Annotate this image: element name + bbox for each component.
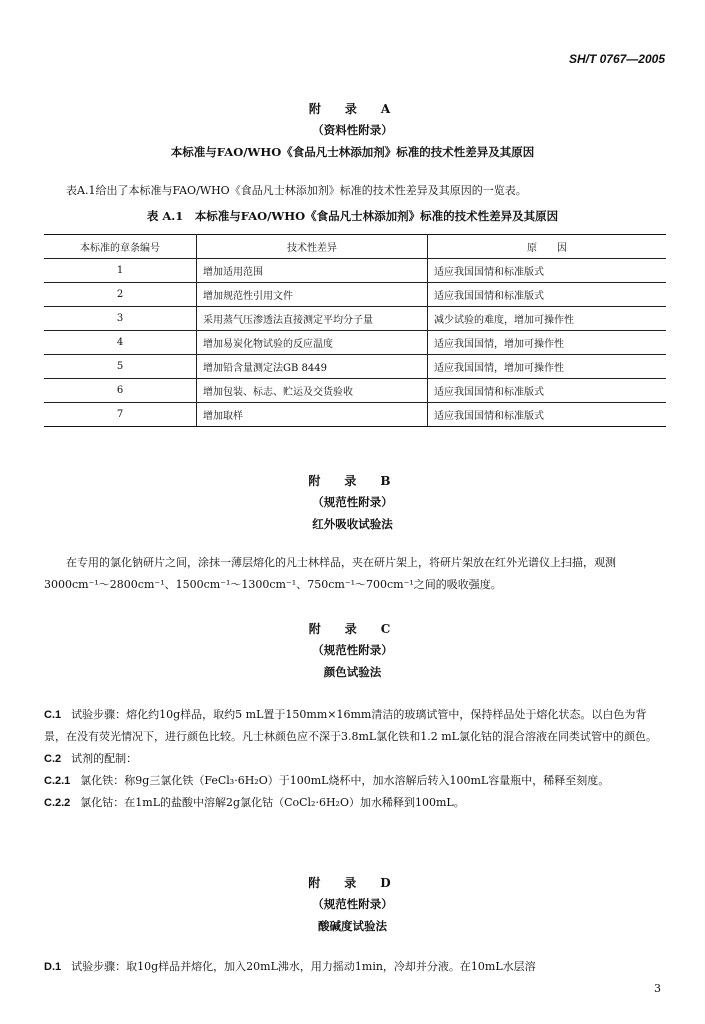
header-difference: 技术性差异 — [197, 235, 428, 259]
table-row — [44, 283, 666, 307]
header-reason: 原 因 — [428, 235, 667, 259]
table-row — [44, 307, 666, 331]
row-difference: 采用蒸气压渗透法直接测定平均分子量 — [197, 307, 428, 331]
clause-c2-2 — [44, 792, 666, 814]
table-row — [44, 355, 666, 379]
row-reason: 适应我国国情，增加可操作性 — [428, 355, 667, 379]
page-number: 3 — [654, 982, 661, 995]
appendix-c-title: 颜色试验法 — [323, 665, 382, 679]
row-clause-no: 5 — [44, 355, 197, 379]
row-clause-no: 7 — [44, 403, 197, 427]
appendix-d-body — [44, 956, 666, 978]
clause-text: 试验步骤：熔化约10g样品，取约5 mL置于150mm×16mm清洁的玻璃试管中，保持样品处于熔化状态。以白色为背景，在没有荧光情况下，进行颜色比较。凡士林颜色应不深于3.8mL氯化铁和1.2 mL氯化钴的混合溶液在同类试管中的颜色。 — [44, 708, 657, 743]
appendix-a-heading: 附 录 A — [308, 102, 397, 116]
clause-c2-1 — [44, 770, 666, 792]
row-difference: 增加易炭化物试验的反应温度 — [197, 331, 428, 355]
appendix-c-body — [44, 704, 666, 814]
row-difference: 增加取样 — [197, 403, 428, 427]
differences-table — [44, 234, 666, 427]
table-header-row — [44, 235, 666, 259]
clause-c1 — [44, 704, 666, 748]
standard-code: SH/T 0767—2005 — [568, 52, 665, 66]
clause-text: 氯化铁：称9g三氯化铁（FeCl₃·6H₂O）于100mL烧杯中，加水溶解后转入100mL容量瓶中，稀释至刻度。 — [80, 774, 610, 787]
row-reason: 适应我国国情和标准版式 — [428, 379, 667, 403]
clause-number: C.2.1 — [44, 775, 71, 787]
row-difference: 增加铅含量测定法GB 8449 — [197, 355, 428, 379]
table-row — [44, 379, 666, 403]
clause-number: D.1 — [44, 961, 62, 973]
clause-number: C.2 — [44, 753, 62, 765]
row-reason: 适应我国国情和标准版式 — [428, 259, 667, 283]
row-clause-no: 6 — [44, 379, 197, 403]
appendix-b-title: 红外吸收试验法 — [312, 517, 393, 531]
table-row — [44, 331, 666, 355]
appendix-a-kind: （资料性附录） — [312, 123, 393, 137]
row-reason: 适应我国国情，增加可操作性 — [428, 331, 667, 355]
row-reason: 适应我国国情和标准版式 — [428, 403, 667, 427]
row-difference: 增加包装、标志、贮运及交货验收 — [197, 379, 428, 403]
header-clause-no: 本标准的章条编号 — [44, 235, 197, 259]
appendix-b-kind: （规范性附录） — [312, 495, 393, 509]
appendix-d-heading: 附 录 D — [308, 876, 397, 890]
appendix-d-kind: （规范性附录） — [312, 897, 393, 911]
clause-number: C.1 — [44, 709, 62, 721]
table-caption: 表 A.1 本标准与FAO/WHO《食品凡士林添加剂》标准的技术性差异及其原因 — [146, 209, 559, 223]
row-clause-no: 2 — [44, 283, 197, 307]
row-difference: 增加适用范围 — [197, 259, 428, 283]
appendix-b-heading: 附 录 B — [308, 474, 397, 488]
appendix-a-title: 本标准与FAO/WHO《食品凡士林添加剂》标准的技术性差异及其原因 — [170, 145, 535, 159]
clause-d1 — [44, 956, 666, 978]
table-row — [44, 403, 666, 427]
row-clause-no: 4 — [44, 331, 197, 355]
appendix-d-title: 酸碱度试验法 — [318, 919, 387, 933]
appendix-a-intro: 表A.1给出了本标准与FAO/WHO《食品凡士林添加剂》标准的技术性差异及其原因的一览表。 — [66, 184, 527, 197]
appendix-b-text: 在专用的氯化钠研片之间，涂抹一薄层熔化的凡士林样品，夹在研片架上，将研片架放在红外光谱仪上扫描，观测3000cm⁻¹～2800cm⁻¹、1500cm⁻¹～1300cm⁻¹、750cm⁻¹～700cm⁻¹之间的吸收强度。 — [44, 556, 616, 591]
appendix-c-kind: （规范性附录） — [312, 643, 393, 657]
row-clause-no: 1 — [44, 259, 197, 283]
clause-text: 试验步骤：取10g样品并熔化，加入20mL沸水，用力摇动1min，冷却并分液。在10mL水层溶 — [71, 960, 536, 973]
appendix-c-heading: 附 录 C — [308, 622, 397, 636]
clause-number: C.2.2 — [44, 797, 71, 809]
clause-c2 — [44, 748, 666, 770]
row-reason: 适应我国国情和标准版式 — [428, 283, 667, 307]
clause-text: 试剂的配制： — [71, 752, 138, 765]
row-difference: 增加规范性引用文件 — [197, 283, 428, 307]
table-row — [44, 259, 666, 283]
clause-text: 氯化钴：在1mL的盐酸中溶解2g氯化钴（CoCl₂·6H₂O）加水稀释到100mL。 — [80, 796, 465, 809]
row-reason: 减少试验的难度，增加可操作性 — [428, 307, 667, 331]
row-clause-no: 3 — [44, 307, 197, 331]
